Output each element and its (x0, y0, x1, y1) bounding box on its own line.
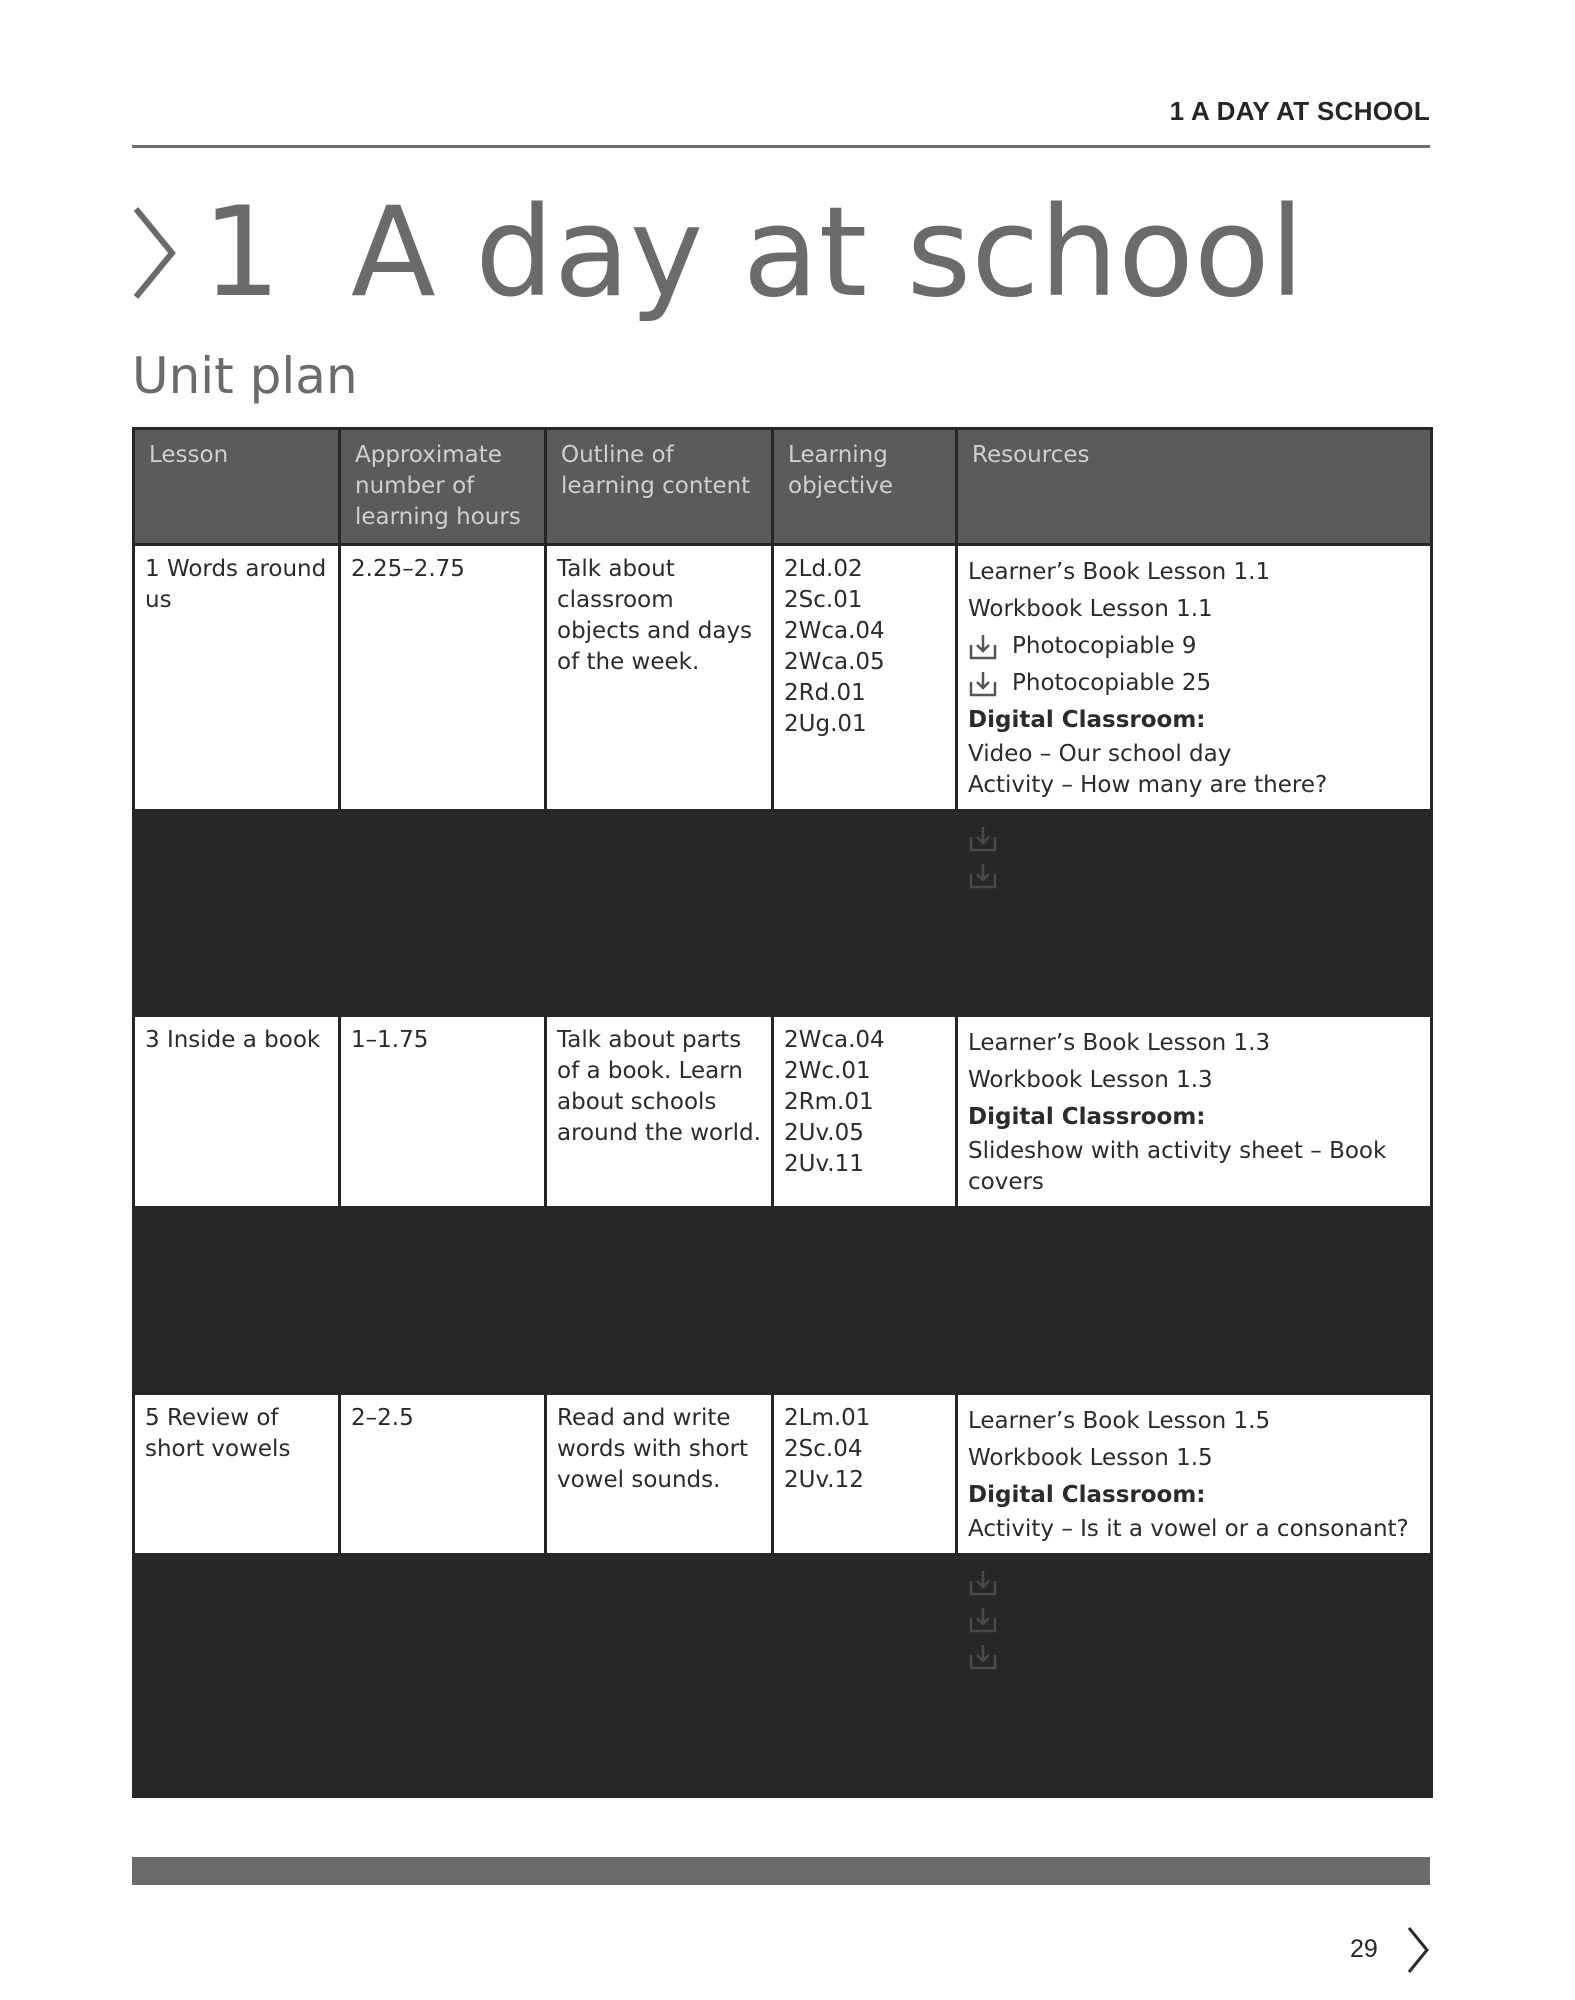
cell-hours (340, 1208, 546, 1394)
header-outline: Outline of learning content (546, 429, 773, 545)
cell-hours: 2.25–2.75 (340, 545, 546, 811)
header-hours: Approximate number of learning hours (340, 429, 546, 545)
resource-label: Workbook Lesson 1.1 (968, 596, 1213, 622)
objective-code: 2Uv.05 (784, 1120, 864, 1146)
download-icon[interactable] (968, 1643, 998, 1671)
cell-objectives (773, 1016, 957, 1208)
cell-objectives (773, 811, 957, 1016)
objective-code: 2Ld.02 (784, 556, 863, 582)
resource-label: Workbook Lesson 1.5 (968, 1445, 1213, 1471)
cell-outline: Talk about parts of a book. Learn about schools around the world. (546, 1016, 773, 1208)
cell-objectives (773, 1208, 957, 1394)
cell-objectives (773, 545, 957, 811)
cell-resources (957, 1016, 1432, 1208)
photocopiable-item[interactable] (968, 665, 1420, 702)
download-icon[interactable] (968, 1606, 998, 1634)
table-row (134, 1208, 1432, 1394)
cell-outline (546, 1555, 773, 1797)
cell-hours (340, 1555, 546, 1797)
cell-hours: 2–2.5 (340, 1394, 546, 1555)
cell-lesson: 1 Words around us (134, 545, 340, 811)
resource-item[interactable] (968, 1403, 1420, 1440)
resource-label: Learner’s Book Lesson 1.3 (968, 1030, 1271, 1056)
table-header-row (134, 429, 1432, 545)
resource-label: Learner’s Book Lesson 1.5 (968, 1408, 1271, 1434)
table-row (134, 1016, 1432, 1208)
digital-resource-item[interactable]: Slideshow with activity sheet – Book covers (968, 1138, 1387, 1195)
cell-outline: Talk about classroom objects and days of the week. (546, 545, 773, 811)
resource-item[interactable] (968, 1440, 1420, 1477)
cell-objectives (773, 1555, 957, 1797)
objective-code: 2Sc.01 (784, 587, 863, 613)
cell-lesson: 5 Review of short vowels (134, 1394, 340, 1555)
objective-code: 2Rd.01 (784, 680, 866, 706)
cell-resources (957, 545, 1432, 811)
photocopiable-label: Photocopiable 9 (1012, 633, 1197, 659)
table-row (134, 1394, 1432, 1555)
objective-code: 2Ug.01 (784, 711, 867, 737)
digital-resource-item[interactable]: Video – Our school day (968, 741, 1232, 767)
digital-resource-item[interactable]: Activity – How many are there? (968, 772, 1328, 798)
unit-plan-table (132, 427, 1433, 1798)
cell-outline (546, 1208, 773, 1394)
page-number: 29 (1350, 1935, 1378, 1963)
cell-lesson (134, 1555, 340, 1797)
table-row (134, 545, 1432, 811)
objective-code: 2Wca.05 (784, 649, 885, 675)
objective-code: 2Sc.04 (784, 1436, 863, 1462)
section-subtitle: Unit plan (132, 347, 358, 405)
resource-item[interactable] (968, 1062, 1420, 1099)
chevron-right-icon (130, 205, 178, 301)
digital-classroom-label: Digital Classroom: (968, 1104, 1206, 1130)
cell-hours (340, 811, 546, 1016)
objective-code: 2Wc.01 (784, 1058, 871, 1084)
objective-code: 2Uv.12 (784, 1467, 864, 1493)
download-icon[interactable] (968, 633, 998, 661)
digital-classroom-label: Digital Classroom: (968, 1482, 1206, 1508)
footer-bar (132, 1857, 1430, 1885)
cell-outline: Read and write words with short vowel sounds. (546, 1394, 773, 1555)
download-icon[interactable] (968, 670, 998, 698)
cell-resources (957, 1208, 1432, 1394)
photocopiable-label: Photocopiable 25 (1012, 670, 1212, 696)
resource-item[interactable] (968, 1025, 1420, 1062)
chapter-title-text: A day at school (350, 181, 1305, 325)
objective-code: 2Wca.04 (784, 618, 885, 644)
photocopiable-item[interactable] (968, 1564, 1420, 1601)
resource-item[interactable] (968, 591, 1420, 628)
download-icon[interactable] (968, 825, 998, 853)
resource-label: Workbook Lesson 1.3 (968, 1067, 1213, 1093)
cell-lesson (134, 811, 340, 1016)
running-head: 1 A DAY AT SCHOOL (1169, 96, 1430, 126)
digital-classroom-label: Digital Classroom: (968, 707, 1206, 733)
header-rule (132, 145, 1430, 148)
download-icon[interactable] (968, 862, 998, 890)
digital-resource-item[interactable]: Activity – Is it a vowel or a consonant? (968, 1516, 1409, 1542)
cell-resources (957, 811, 1432, 1016)
header-objective: Learning objective (773, 429, 957, 545)
objective-code: 2Wca.04 (784, 1027, 885, 1053)
header-lesson: Lesson (134, 429, 340, 545)
cell-objectives (773, 1394, 957, 1555)
chapter-title (130, 178, 1304, 328)
resource-item[interactable] (968, 554, 1420, 591)
photocopiable-item[interactable] (968, 628, 1420, 665)
resource-label: Learner’s Book Lesson 1.1 (968, 559, 1271, 585)
cell-outline (546, 811, 773, 1016)
photocopiable-item[interactable] (968, 820, 1420, 857)
download-icon[interactable] (968, 1569, 998, 1597)
cell-resources (957, 1555, 1432, 1797)
objective-code: 2Uv.11 (784, 1151, 864, 1177)
photocopiable-item[interactable] (968, 1601, 1420, 1638)
table-row (134, 1555, 1432, 1797)
chapter-number: 1 (202, 181, 281, 325)
chevron-right-icon[interactable] (1405, 1925, 1431, 1975)
table-row (134, 811, 1432, 1016)
header-resources: Resources (957, 429, 1432, 545)
objective-code: 2Rm.01 (784, 1089, 874, 1115)
cell-lesson (134, 1208, 340, 1394)
cell-resources (957, 1394, 1432, 1555)
photocopiable-item[interactable] (968, 1638, 1420, 1675)
objective-code: 2Lm.01 (784, 1405, 871, 1431)
photocopiable-item[interactable] (968, 857, 1420, 894)
cell-hours: 1–1.75 (340, 1016, 546, 1208)
cell-lesson: 3 Inside a book (134, 1016, 340, 1208)
